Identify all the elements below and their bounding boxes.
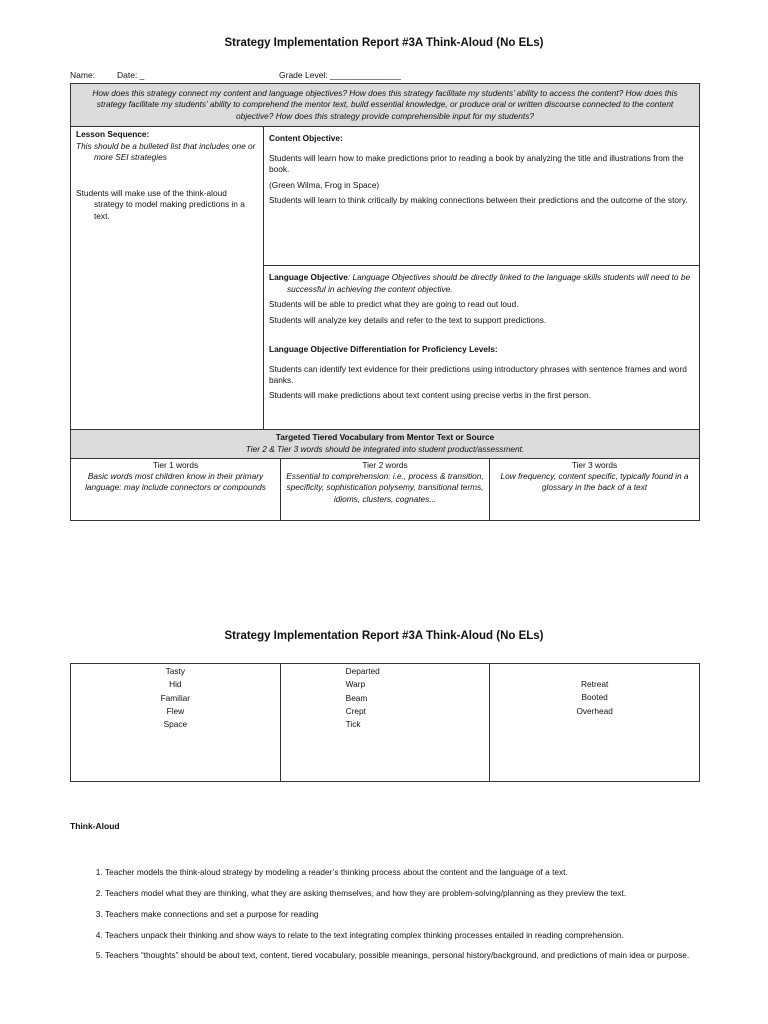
tier-2-description: Essential to comprehension: i.e., process & transition, specificity, sophistication polysemy, transitional terms, idioms, clusters, cognates... xyxy=(286,470,484,504)
vocabulary-subheading: Tier 2 & Tier 3 words should be integrated into student product/assessment. xyxy=(245,443,525,454)
think-aloud-steps xyxy=(70,866,730,970)
tier-3-description: Low frequency, content specific, typically found in a glossary in the back of a text xyxy=(500,470,689,493)
differentiation-p2: Students will make predictions about text content using precise verbs in the first person. xyxy=(269,390,591,401)
tier-1-word: Space xyxy=(163,719,188,730)
tier-2-words-cell xyxy=(280,664,490,782)
think-aloud-heading: Think-Aloud xyxy=(70,821,120,831)
name-label: Name: xyxy=(70,70,96,80)
vocabulary-words-table xyxy=(70,663,700,782)
tier-2-word: Crept xyxy=(345,705,366,716)
lesson-sequence-body: Students will make use of the think-aloud strategy to model making predictions in a text. xyxy=(76,187,245,221)
step-item: 1. Teacher models the think-aloud strategy by modeling a reader’s thinking process about the content and the language of a text. xyxy=(105,866,730,879)
content-objective-heading: Content Objective: xyxy=(269,133,343,144)
page-2-title: Strategy Implementation Report #3A Think-Aloud (No ELs) xyxy=(224,630,544,642)
vocabulary-heading: Targeted Tiered Vocabulary from Mentor Text or Source xyxy=(275,432,495,443)
lesson-sequence-heading: Lesson Sequence: xyxy=(76,129,150,140)
lesson-sequence-cell xyxy=(71,127,264,430)
tier-2-word: Warp xyxy=(345,679,366,690)
content-objective-cell xyxy=(264,127,700,266)
guiding-questions: How does this strategy connect my content and language objectives? How does this strategy facilitate my students’ ability to access the content? How does this strategy facilitate my students’ ability to comprehend the mentor text, build essential knowledge, or produce oral or written discourse connected to the content objective? How does this strategy provide comprehensible input for my students? xyxy=(71,84,700,127)
vocabulary-header xyxy=(71,430,700,458)
tier-3-cell xyxy=(490,458,700,520)
tier-2-word: Departed xyxy=(345,666,380,676)
tier-1-cell xyxy=(71,458,281,520)
grade-level-label: Grade Level: _______________ xyxy=(279,70,401,80)
step-item: 2. Teachers model what they are thinking, what they are asking themselves, and how they are problem-solving/planning as they preview the text. xyxy=(105,887,730,900)
tier-2-cell xyxy=(281,458,490,520)
tier-3-words-cell xyxy=(490,664,700,782)
tier-1-word: Flew xyxy=(166,705,185,716)
tier-3-word: Booted xyxy=(581,692,608,703)
content-objective-p1: Students will learn how to make predictions prior to reading a book by analyzing the title and illustrations from the book. xyxy=(269,152,684,175)
date-label: Date: _ xyxy=(117,70,145,80)
tier-1-word: Tasty xyxy=(165,666,186,676)
content-objective-p2: (Green Wilma, Frog in Space) xyxy=(269,179,380,190)
language-objective-p2: Students will analyze key details and refer to the text to support predictions. xyxy=(269,314,547,325)
language-objective-intro xyxy=(269,272,694,295)
lesson-sequence-note: This should be a bulleted list that includes one or more SEI strategies xyxy=(76,140,256,163)
page-title: Strategy Implementation Report #3A Think-Aloud (No ELs) xyxy=(224,37,544,49)
tier-1-description: Basic words most children know in their primary language: may include connectors or compounds xyxy=(85,470,266,493)
tier-1-word: Hid xyxy=(169,679,182,690)
step-item: 3. Teachers make connections and set a purpose for reading xyxy=(105,908,730,921)
language-objective-cell xyxy=(264,266,700,430)
differentiation-heading: Language Objective Differentiation for Proficiency Levels: xyxy=(269,344,498,355)
language-objective-p1: Students will be able to predict what they are going to read out loud. xyxy=(269,299,519,310)
tier-2-word: Beam xyxy=(345,692,368,703)
tier-3-label: Tier 3 words xyxy=(571,459,618,470)
tier-2-word: Tick xyxy=(345,719,361,730)
strategy-report-table xyxy=(70,83,700,521)
tier-1-word: Familiar xyxy=(160,692,191,703)
tier-1-words-cell xyxy=(71,664,281,782)
language-objective-note: : Language Objectives should be directly linked to the language skills students will need to be successful in achieving the content objective. xyxy=(287,272,691,294)
tier-1-label: Tier 1 words xyxy=(152,459,199,470)
step-item: 5. Teachers “thoughts” should be about text, content, tiered vocabulary, possible meanings, personal history/background, and predictions of main idea or purpose. xyxy=(105,949,730,962)
language-objective-heading: Language Objective xyxy=(269,272,348,283)
tier-2-label: Tier 2 words xyxy=(362,459,408,470)
step-item: 4. Teachers unpack their thinking and show ways to relate to the text integrating complex thinking processes entailed in reading comprehension. xyxy=(105,929,730,942)
differentiation-p1: Students can identify text evidence for their predictions using introductory phrases with sentence frames and word banks. xyxy=(269,363,687,385)
content-objective-p3: Students will learn to think critically by making connections between their predictions and the outcome of the story. xyxy=(269,195,688,206)
tier-3-word: Overhead xyxy=(576,705,613,716)
tier-3-word: Retreat xyxy=(581,679,609,689)
